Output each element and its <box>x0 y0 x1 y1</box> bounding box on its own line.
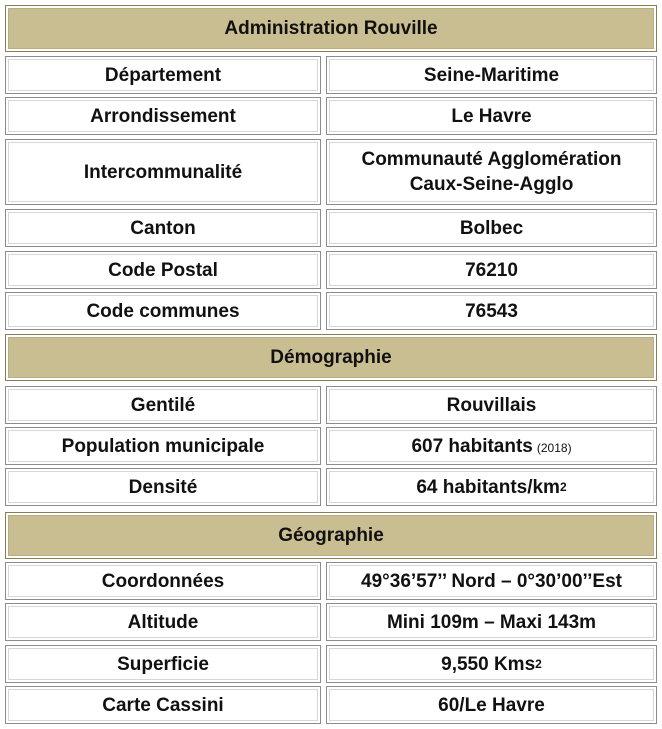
superscript: 2 <box>559 479 567 494</box>
row-label: Intercommunalité <box>83 161 243 183</box>
superscript: 2 <box>535 656 542 671</box>
row-label: Gentilé <box>130 394 196 416</box>
section-header-demographie <box>5 334 657 381</box>
row-value: Seine-Maritime <box>423 64 560 86</box>
value-cell <box>326 386 657 424</box>
value-cell <box>326 209 657 247</box>
label-cell <box>5 468 321 506</box>
row-value: Bolbec <box>459 217 524 239</box>
row-value-line: Communauté Agglomération <box>361 149 622 170</box>
label-cell <box>5 56 321 94</box>
section-title: Géographie <box>278 524 384 546</box>
label-cell <box>5 562 321 600</box>
row-label: Altitude <box>127 611 199 633</box>
row-label: Code Postal <box>108 259 218 281</box>
label-cell <box>5 139 321 205</box>
label-cell <box>5 386 321 424</box>
label-cell <box>5 686 321 724</box>
row-value: 76543 <box>465 300 518 322</box>
row-value: 9,550 Kms <box>441 653 536 675</box>
label-cell <box>5 427 321 465</box>
row-label: Superficie <box>117 653 209 675</box>
section-title: Administration Rouville <box>224 17 438 39</box>
value-cell <box>326 427 657 465</box>
label-cell <box>5 97 321 135</box>
section-header-administration <box>5 5 657 52</box>
row-label: Canton <box>130 217 196 239</box>
row-value: 60/Le Havre <box>438 694 545 716</box>
value-cell <box>326 56 657 94</box>
row-value: 49°36’57’’ Nord – 0°30’00’’Est <box>361 570 622 592</box>
value-cell <box>326 139 657 205</box>
row-label: Population municipale <box>61 435 265 457</box>
row-value: Le Havre <box>451 105 532 127</box>
row-value: 76210 <box>465 259 518 281</box>
label-cell <box>5 603 321 641</box>
row-label: Code communes <box>86 300 240 322</box>
row-value-line: Caux-Seine-Agglo <box>409 174 574 195</box>
year-note: (2018) <box>536 440 572 455</box>
section-title: Démographie <box>270 346 392 368</box>
row-value: 64 habitants/km <box>416 476 560 498</box>
label-cell <box>5 645 321 683</box>
row-label: Densité <box>128 476 198 498</box>
value-cell <box>326 97 657 135</box>
row-value: 607 habitants <box>411 435 533 457</box>
section-header-geographie <box>5 512 657 559</box>
label-cell <box>5 209 321 247</box>
value-cell <box>326 645 657 683</box>
row-value: Mini 109m – Maxi 143m <box>386 611 597 633</box>
value-cell <box>326 468 657 506</box>
value-cell <box>326 292 657 330</box>
row-label: Carte Cassini <box>102 694 224 716</box>
label-cell <box>5 292 321 330</box>
row-label: Département <box>104 64 222 86</box>
value-cell <box>326 686 657 724</box>
value-cell <box>326 603 657 641</box>
value-cell <box>326 251 657 289</box>
value-cell <box>326 562 657 600</box>
label-cell <box>5 251 321 289</box>
row-value: Rouvillais <box>446 394 537 416</box>
row-label: Arrondissement <box>90 105 236 127</box>
row-label: Coordonnées <box>101 570 225 592</box>
